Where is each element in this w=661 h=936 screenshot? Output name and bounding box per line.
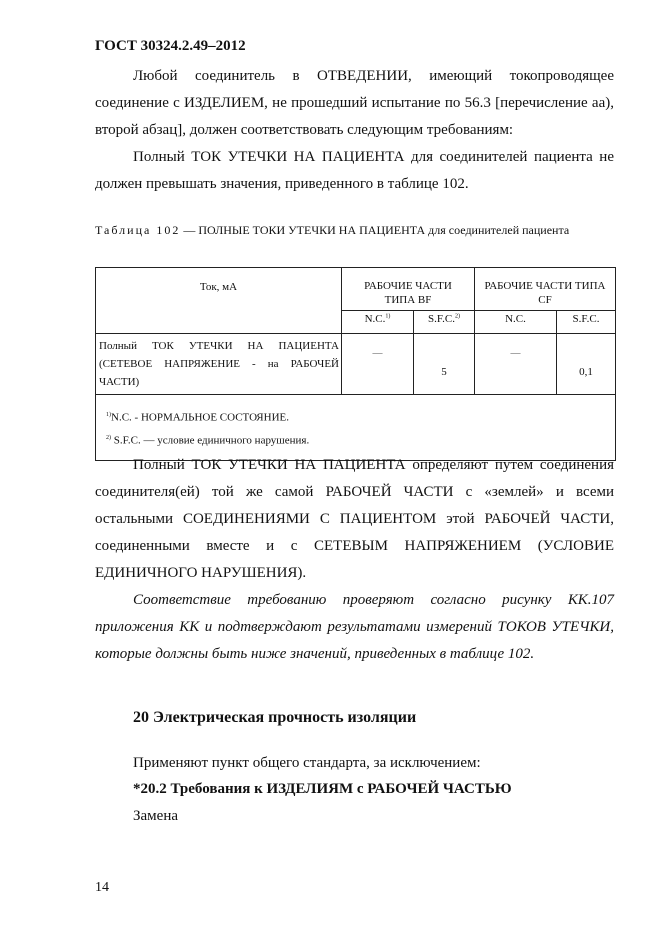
cell-cf-sfc-value: 0,1 [557, 334, 616, 395]
table-caption [95, 218, 614, 242]
header-bf-parts: РАБОЧИЕ ЧАСТИ ТИПА BF [342, 268, 475, 311]
header-cf-parts: РАБОЧИЕ ЧАСТИ ТИПА CF [475, 268, 616, 311]
page-number: 14 [95, 880, 109, 895]
cell-bf-nc-value: — [342, 334, 414, 395]
section-intro: Применяют пункт общего стандарта, за исключением: [133, 755, 481, 771]
paragraph-leakage-limit: Полный ТОК УТЕЧКИ НА ПАЦИЕНТА для соединителей пациента не должен превышать значения, приведенного в таблице 102. [95, 149, 614, 192]
paragraph-connector-requirement: Любой соединитель в ОТВЕДЕНИИ, имеющий токопроводящее соединение с ИЗДЕЛИЕМ, не прошедший испытание по 56.3 [перечисление аа), второй абзац], должен соответствовать следующим требованиям: [95, 68, 614, 138]
table-row [96, 334, 616, 395]
subheader-cf-sfc: S.F.C. [557, 311, 616, 334]
table-caption-text: — ПОЛНЫЕ ТОКИ УТЕЧКИ НА ПАЦИЕНТА для соединителей пациента [180, 223, 570, 237]
table-footnotes [96, 395, 616, 461]
leakage-current-table [95, 267, 616, 461]
table-header-row [96, 268, 616, 311]
row-label-total-patient-leakage: Полный ТОК УТЕЧКИ НА ПАЦИЕНТА (СЕТЕВОЕ НАПРЯЖЕНИЕ - на РАБОЧЕЙ ЧАСТИ) [96, 334, 342, 395]
footnote-1: $^{1)}$N.C. - НОРМАЛЬНОЕ СОСТОЯНИЕ. [106, 411, 289, 424]
subheader-bf-sfc: S.F.C.$^{2)}$ [414, 311, 475, 334]
table-caption-label: Таблица 102 [95, 223, 181, 237]
subsection-title: *20.2 Требования к ИЗДЕЛИЯМ с РАБОЧЕЙ ЧАСТЬЮ [133, 781, 512, 797]
replacement-label: Замена [133, 808, 179, 824]
paragraph-measurement-method: Полный ТОК УТЕЧКИ НА ПАЦИЕНТА определяют путем соединения соединителя(ей) той же самой РАБОЧЕЙ ЧАСТИ с «землей» и всеми остальными СОЕДИНЕНИЯМИ С ПАЦИЕНТОМ этой РАБОЧЕЙ ЧАСТИ, соединенными вместе и с СЕТЕВЫМ НАПРЯЖЕНИЕМ (УСЛОВИЕ ЕДИНИЧНОГО НАРУШЕНИЯ). [95, 457, 614, 581]
header-current-ma: Ток, мА [96, 268, 342, 334]
subheader-cf-nc: N.C. [475, 311, 557, 334]
subheader-bf-nc: N.C.$^{1)}$ [342, 311, 414, 334]
cell-bf-sfc-value: 5 [414, 334, 475, 395]
cell-cf-nc-value: — [475, 334, 557, 395]
document-header: ГОСТ 30324.2.49–2012 [95, 38, 246, 54]
paragraph-compliance-check: Соответствие требованию проверяют согласно рисунку КК.107 приложения КК и подтверждают результатами измерений ТОКОВ УТЕЧКИ, которые должны быть ниже значений, приведенных в таблице 102. [95, 592, 614, 662]
footnote-2: $^{2)}$ S.F.C. — условие единичного нарушения. [106, 434, 310, 447]
table-footnotes-row [96, 395, 616, 461]
section-title: 20 Электрическая прочность изоляции [133, 709, 417, 726]
